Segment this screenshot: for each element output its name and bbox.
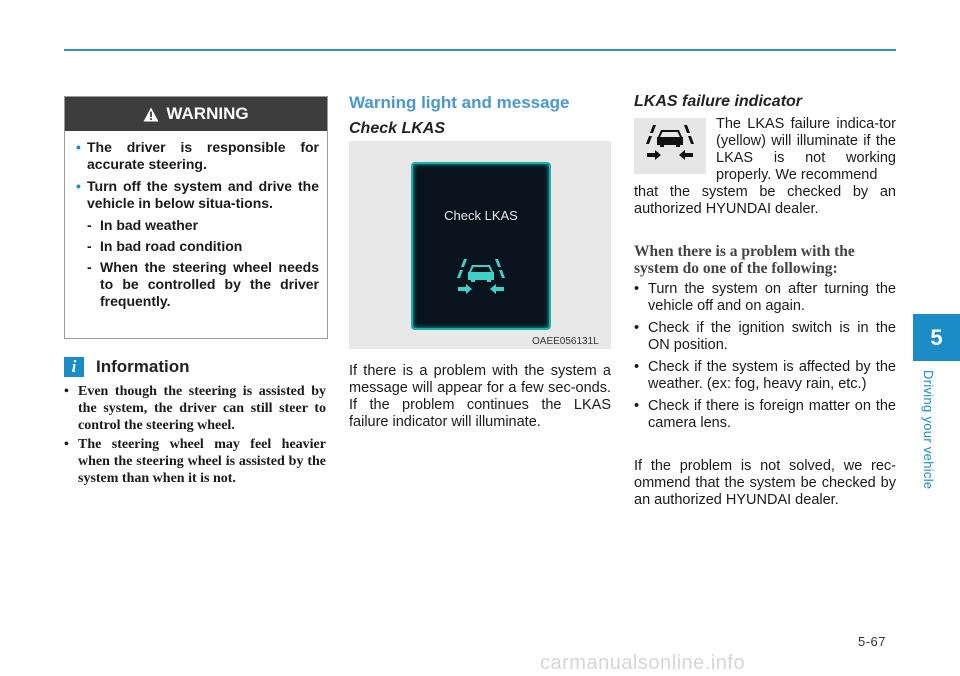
failure-indicator-image: [634, 118, 706, 174]
info-icon: i: [64, 357, 84, 377]
failure-indicator-text-top: The LKAS failure indica-tor (yellow) will illuminate if the LKAS is not working properly. We recommend: [716, 116, 896, 183]
bullet-dot-icon: •: [76, 178, 81, 194]
list-item: • Check if the system is affected by the weather. (ex: fog, heavy rain, etc.): [634, 359, 896, 392]
subsection-heading: Check LKAS: [349, 120, 446, 137]
watermark: carmanualsonline.info: [540, 652, 746, 674]
page-number: 5-67: [858, 634, 887, 649]
failure-indicator-text-rest: that the system be checked by an authorized HYUNDAI dealer.: [634, 184, 896, 217]
warning-header: [65, 97, 327, 131]
screen-message: Check LKAS: [444, 208, 518, 223]
list-item: • Check if there is foreign matter on the camera lens.: [634, 398, 896, 431]
steps-list: [634, 281, 896, 437]
section-heading: Warning light and message: [349, 93, 570, 112]
warning-triangle-icon: [143, 107, 159, 122]
information-list: [64, 383, 326, 489]
warning-condition: - In bad weather: [87, 217, 199, 233]
warning-light-body: If there is a problem with the system a message will appear for a few sec-onds. If the problem continues the LKAS failure indicator will illuminate.: [349, 363, 611, 430]
warning-condition: - In bad road condition: [87, 238, 243, 254]
chapter-tab: 5: [913, 314, 960, 361]
warning-condition: - When the steering wheel needs to be controlled by the driver frequently.: [87, 259, 319, 309]
lkas-indicator-icon: [453, 256, 509, 296]
failure-indicator-heading: LKAS failure indicator: [634, 93, 803, 110]
problem-heading: When there is a problem with the system do one of the following:: [634, 243, 855, 277]
list-item: • Even though the steering is assisted by the system, the driver can still steer to control the steering wheel.: [64, 384, 326, 433]
lkas-failure-icon: [634, 118, 706, 174]
warning-box: [64, 96, 328, 339]
information-title: Information: [96, 357, 190, 376]
warning-item: • Turn off the system and drive the vehicle in below situa-tions.: [76, 178, 319, 211]
cluster-display-image: [349, 141, 611, 349]
information-header: [64, 357, 190, 377]
bullet-dot-icon: •: [76, 139, 81, 155]
warning-title: WARNING: [166, 104, 249, 123]
closing-paragraph: If the problem is not solved, we rec-ommend that the system be checked by an authorized HYUNDAI dealer.: [634, 458, 896, 508]
warning-item: • The driver is responsible for accurate steering.: [76, 139, 319, 172]
image-code: OAEE056131L: [532, 336, 599, 347]
top-rule: [64, 49, 896, 51]
list-item: • Turn the system on after turning the vehicle off and on again.: [634, 281, 896, 314]
warning-body: [65, 131, 327, 310]
cluster-screen: [411, 162, 551, 330]
list-item: • Check if the ignition switch is in the ON position.: [634, 320, 896, 353]
list-item: • The steering wheel may feel heavier when the steering wheel is assisted by the system than when it is not.: [64, 437, 326, 486]
